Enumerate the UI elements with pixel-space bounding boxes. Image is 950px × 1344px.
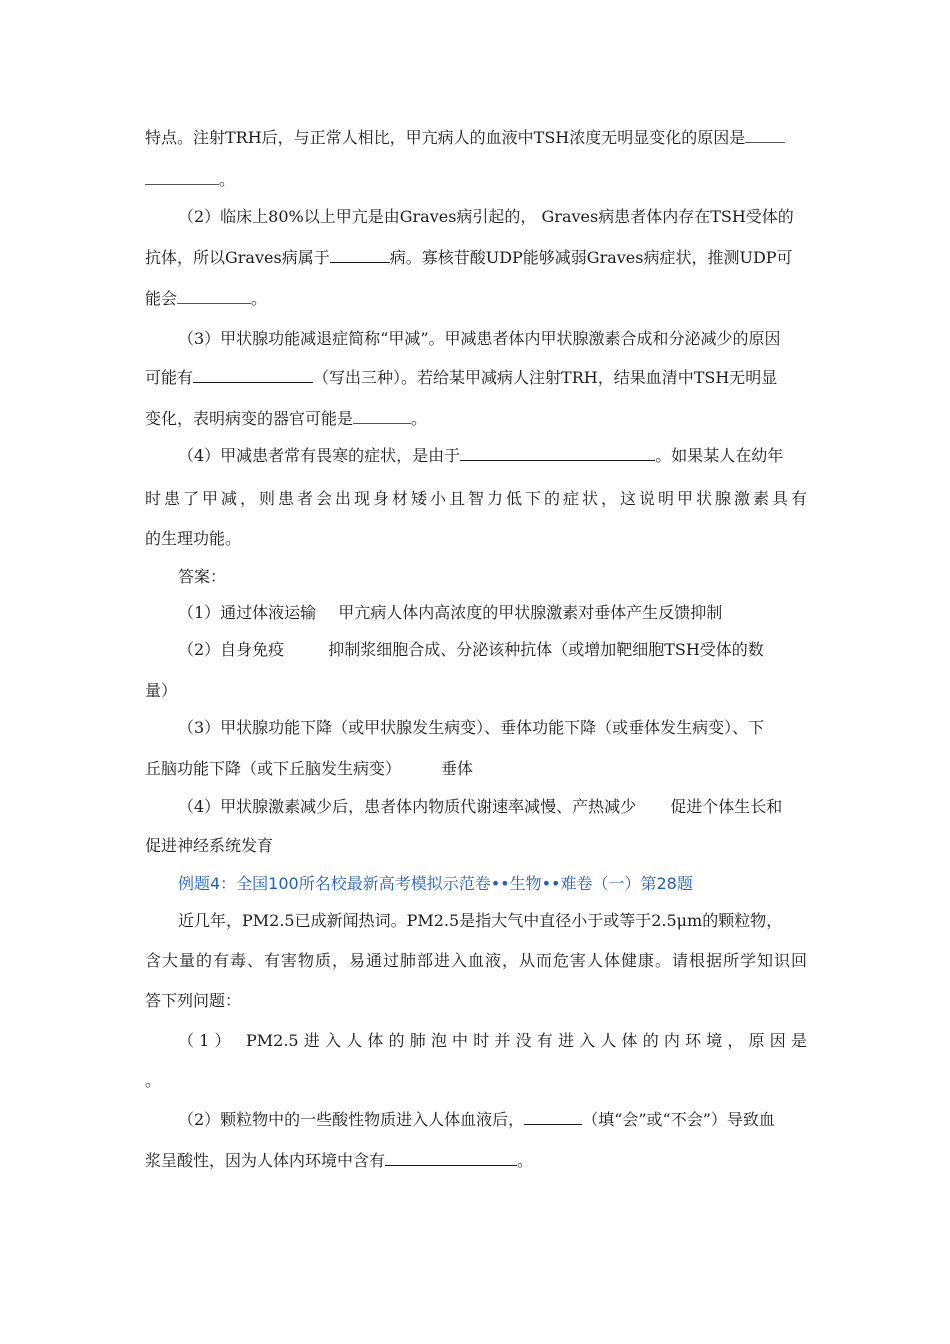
example-heading [178, 874, 807, 894]
answer-blank [385, 1151, 517, 1166]
punctuation: 。 [411, 409, 428, 428]
question-text: 变化，表明病变的器官可能是 [145, 409, 354, 428]
text-line [145, 128, 807, 148]
answer-blank [745, 128, 785, 143]
text-line [178, 207, 807, 227]
answer-line [178, 640, 807, 660]
text-line [145, 409, 807, 429]
answer-text: 量） [145, 681, 178, 700]
punctuation: 。 [145, 1071, 162, 1090]
text-line [145, 951, 807, 971]
punctuation: 。 [251, 289, 268, 308]
question-text: 近几年，PM2.5已成新闻热词。PM2.5是指大气中直径小于或等于2.5μm的颗粒物， [178, 911, 783, 930]
text-line [178, 1031, 807, 1051]
question-text: （3）甲状腺功能减退症简称“甲减”。甲减患者体内甲状腺激素合成和分泌减少的原因 [178, 329, 781, 348]
question-text: （2）颗粒物中的一些酸性物质进入人体血液后， [178, 1110, 525, 1129]
question-text: 含大量的有毒、有害物质，易通过肺部进入血液，从而危害人体健康。请根据所学知识回 [145, 951, 807, 970]
text-line [145, 368, 807, 388]
text-line [145, 170, 807, 190]
answer-text: 丘脑功能下降（或下丘脑发生病变） [145, 759, 402, 778]
answer-line [145, 681, 807, 701]
punctuation: 。 [517, 1151, 534, 1170]
question-text: 可能有 [145, 368, 194, 387]
answer-line [145, 759, 807, 779]
question-text: 能会 [145, 289, 178, 308]
answer-text: （2）自身免疫 [178, 640, 285, 659]
answer-text: 甲亢病人体内高浓度的甲状腺激素对垂体产生反馈抑制 [338, 603, 723, 622]
answer-blank [353, 409, 411, 424]
question-text: 特点。注射TRH后，与正常人相比，甲亢病人的血液中TSH浓度无明显变化的原因是 [145, 128, 746, 147]
answer-text: （4）甲状腺激素减少后，患者体内物质代谢速率减慢、产热减少 [178, 797, 637, 816]
question-text: 答下列问题： [145, 991, 242, 1010]
question-text: （2）临床上80%以上甲亢是由Graves病引起的， Graves病患者体内存在TSH受体的 [178, 207, 794, 226]
answer-text: （1）通过体液运输 [178, 603, 317, 622]
answer-text: 垂体 [441, 759, 474, 778]
answer-line [178, 718, 807, 738]
answer-blank [330, 248, 390, 263]
text-line [178, 329, 807, 349]
answer-blank [145, 170, 219, 185]
answer-text: 促进神经系统发育 [145, 836, 274, 855]
question-text: 抗体，所以Graves病属于 [145, 248, 330, 267]
answer-line [178, 797, 807, 817]
answer-text: （3）甲状腺功能下降（或甲状腺发生病变）、垂体功能下降（或垂体发生病变）、下 [178, 718, 765, 737]
answer-text: 抑制浆细胞合成、分泌该种抗体（或增加靶细胞TSH受体的数 [328, 640, 764, 659]
answer-blank [524, 1110, 582, 1125]
text-line [145, 1071, 807, 1091]
text-line [178, 1110, 807, 1130]
answer-blank [193, 368, 313, 383]
text-line [145, 489, 807, 509]
example-heading-text: 例题4：全国100所名校最新高考模拟示范卷••生物••难卷（一）第28题 [178, 874, 693, 893]
question-text: （4）甲减患者常有畏寒的症状，是由于 [178, 446, 461, 465]
answer-label [178, 567, 807, 587]
question-text: 的生理功能。 [145, 529, 242, 548]
question-text: 。如果某人在幼年 [655, 446, 784, 465]
answer-line [178, 603, 807, 623]
text-line [145, 289, 807, 309]
text-line [145, 991, 807, 1011]
question-text: （填“会”或“不会”）导致血 [582, 1110, 775, 1129]
answer-text: 促进个体生长和 [670, 797, 783, 816]
question-text: 时患了甲减，则患者会出现身材矮小且智力低下的症状，这说明甲状腺激素具有 [145, 489, 807, 508]
punctuation: 。 [219, 170, 236, 189]
text-line [178, 911, 807, 931]
text-line [145, 248, 807, 268]
answer-line [145, 836, 807, 856]
answer-blank [177, 289, 251, 304]
text-line [145, 529, 807, 549]
question-text: （写出三种）。若给某甲减病人注射TRH，结果血清中TSH无明显 [313, 368, 778, 387]
text-line [145, 1151, 807, 1171]
question-text: 病。寡核苷酸UDP能够减弱Graves病症状，推测UDP可 [389, 248, 793, 267]
answer-blank [460, 446, 655, 461]
text-line [178, 446, 807, 466]
answer-label-text: 答案： [178, 567, 227, 586]
question-text: （1） PM2.5进入人体的肺泡中时并没有进入人体的内环境，原因是 [178, 1031, 807, 1050]
question-text: 浆呈酸性，因为人体内环境中含有 [145, 1151, 386, 1170]
